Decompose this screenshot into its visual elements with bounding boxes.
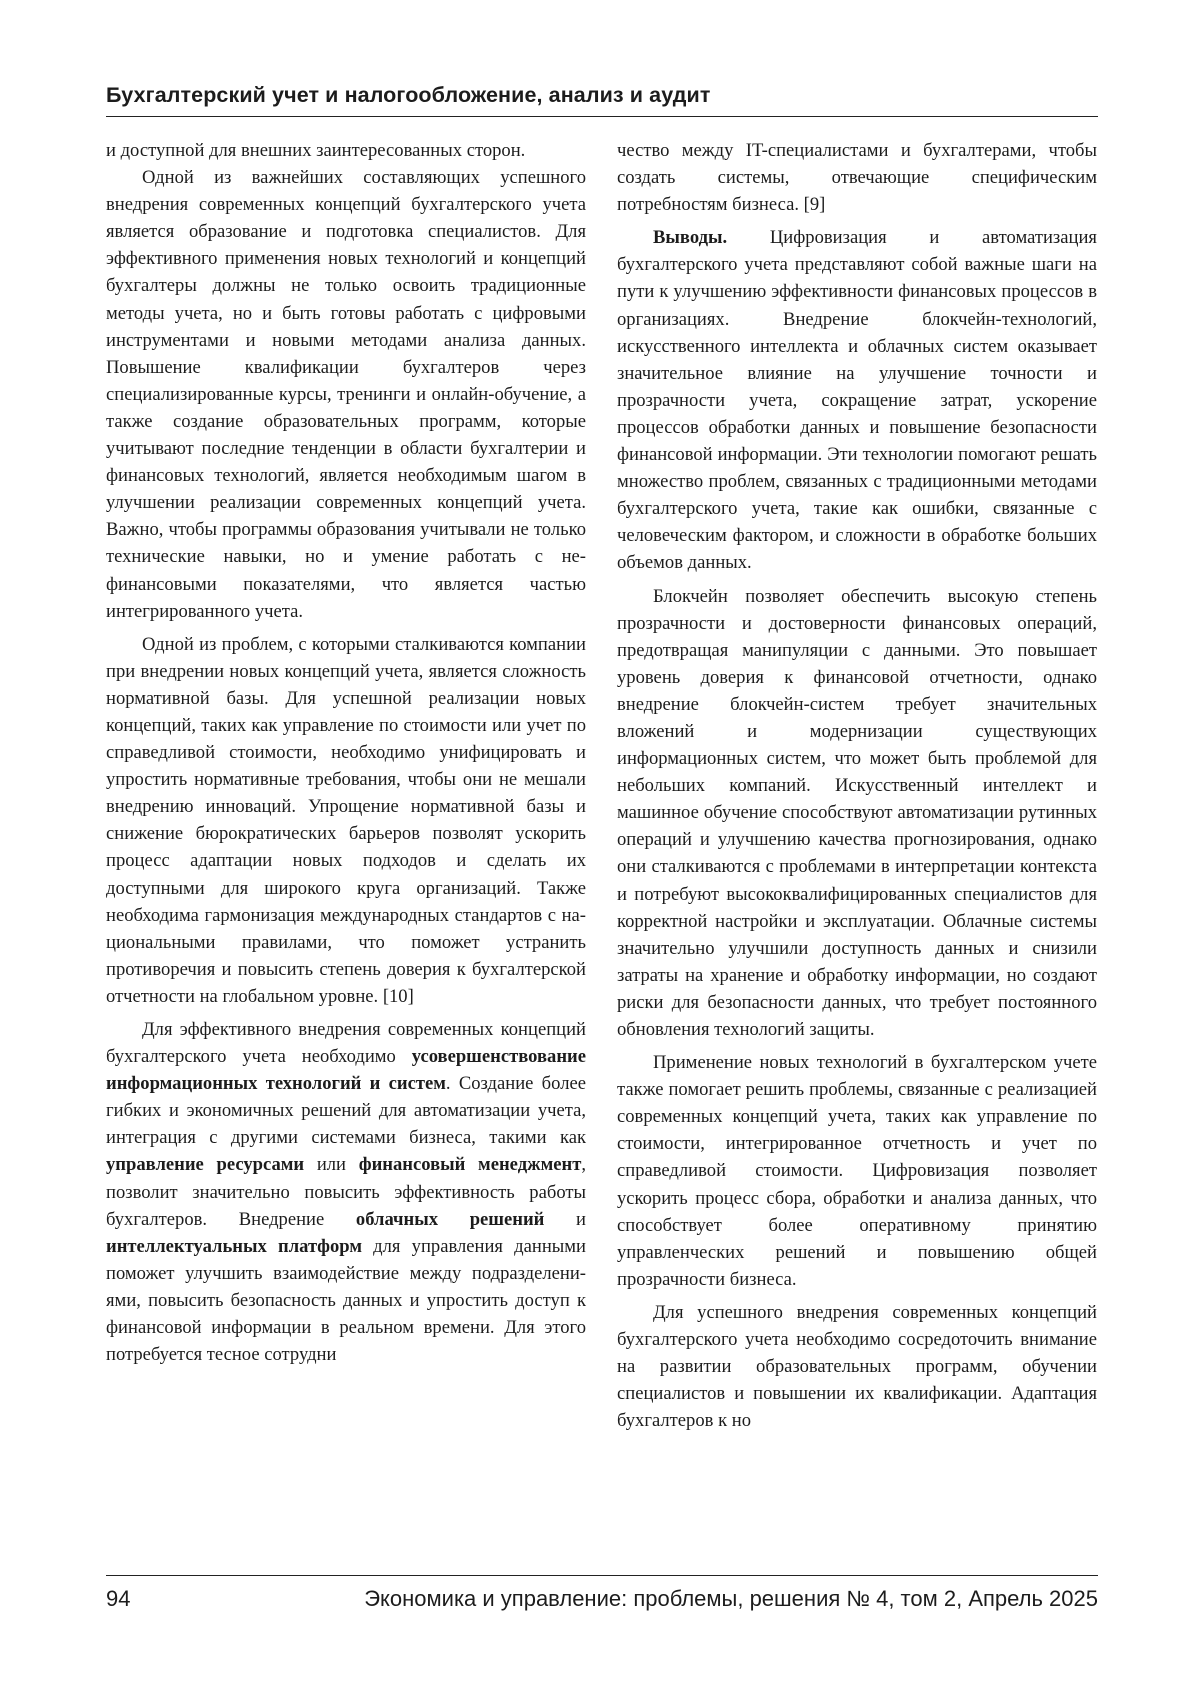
conclusions-heading: Выводы. — [653, 227, 728, 249]
right-column — [617, 137, 1097, 1434]
running-footer — [106, 1586, 1098, 1612]
p4-text-e: , позволит значительно повысить эффективность работы бухгалтеров. Внедрение — [106, 1154, 587, 1230]
right-paragraph-5: Для успешного внедрения современных концепций бухгалтерского учета необходимо сосредоточить внимание на развитии образовательных программ, обучении специалистов и повышении их квалификации. Адаптация бухгалтеров к но — [617, 1301, 1097, 1432]
footer-divider — [106, 1575, 1098, 1576]
left-paragraph-4 — [106, 1016, 586, 1368]
left-paragraph-2: Одной из важнейших составляющих успешного внедрения современных концепций бухгалтерского учета является образование и подготовка специалистов. Для эффективного применения новых технологий и концепций бухгалтеры должны не только освоить традиционные методы учета, но и быть готовы работать с цифровыми инструментами и новыми методами анализа данных. Повышение квалификации бухгалтеров через специализированные курсы, тренинги и онлайн-обучение, а также создание образовательных программ, которые учитывают последние тенденции в области бухгалтерии и финансовых технологий, является необходимым шагом в улучшении реализации современных концепций учета. Важно, чтобы программы образования учитывали не только технические навыки, но и умение работать с нефинансовыми показателями, что является частью интегрированного учета. — [106, 167, 586, 622]
p4-text-a: Для эффективного внедрения современных концепций бухгалтерского учета необходимо — [106, 1019, 586, 1068]
p4-bold-financial-management: финансовый менеджмент — [358, 1154, 582, 1176]
page-number: 94 — [106, 1586, 131, 1611]
journal-citation: Экономика и управление: проблемы, решения № 4, том 2, Апрель 2025 — [364, 1586, 1098, 1611]
left-paragraph-1: и доступной для внешних заинтересованных сторон. — [106, 140, 526, 161]
running-header: Бухгалтерский учет и налогообложение, анализ и аудит — [106, 83, 711, 107]
left-paragraph-3: Одной из проблем, с которыми сталкиваются компании при внедрении новых концепций учета, является сложность нормативной базы. Для успешной реализации новых концепций, таких как управление по стоимости или учет по справедливой стоимости, необходимо унифицировать и упростить нормативные требования, чтобы они не мешали внедрению инноваций. Упрощение нормативной базы и снижение бюрократических барьеров позволят ускорить процесс адаптации новых подходов и сделать их доступными для широкого круга организаций. Также необходима гармонизация международных стандартов с национальными правилами, что поможет устранить противоречия и повысить степень доверия к бухгалтерской отчетности на глобальном уровне. [10] — [106, 633, 586, 1007]
p4-bold-cloud-solutions: облачных решений — [355, 1208, 545, 1230]
left-column — [106, 137, 586, 1368]
right-paragraph-4: Применение новых технологий в бухгалтерском учете также помогает решить проблемы, связанные с реализацией современных концепций учета, таких как управление по стоимости, интегрированное отчетность и учет по справедливой стоимости. Цифровизация позволяет ускорить процесс сбора, обработки и анализа данных, что способствует более оперативному принятию управленческих решений и повышению общей прозрачности бизнеса. — [617, 1052, 1097, 1290]
p4-text-d: или — [304, 1154, 359, 1176]
header-divider — [106, 116, 1098, 117]
p4-bold-resource-management: управление ресурсами — [106, 1154, 305, 1176]
p4-text-f: и — [544, 1208, 586, 1230]
p4-bold-it-systems: усовершенствование информационных технологий и систем — [106, 1046, 586, 1095]
right-paragraph-conclusions — [617, 224, 1097, 576]
p4-bold-intelligent-platforms: интеллектуальных платформ — [106, 1235, 362, 1257]
conclusions-text: Цифровизация и автоматизация бухгалтерского учета представляют собой важные шаги на пути к улучшению эффективности финансовых процессов в организациях. Внедрение блокчейн-технологий, искусственного интеллекта и облачных систем оказывает значительное влияние на улучшение точности и прозрачности учета, сокращение затрат, ускорение процессов обработки данных и повышение безопасности финансовой информации. Эти технологии помогают решать множество проблем, связанных с традиционными методами бухгалтерского учета, такие как ошибки, связанные с человеческим фактором, и сложности в обработке больших объемов данных. — [617, 227, 1097, 574]
right-paragraph-3: Блокчейн позволяет обеспечить высокую степень прозрачности и достоверности финансовых операций, предотвращая манипуляции с данными. Это повышает уровень доверия к финансовой отчетности, однако внедрение блокчейн-систем требует значительных вложений и модернизации существующих информационных систем, что может быть проблемой для небольших компаний. Искусственный интеллект и машинное обучение способствуют автоматизации рутинных операций и улучшению качества прогнозирования, однако они сталкиваются с проблемами в интерпретации контекста и потребуют высококвалифицированных специалистов для корректной настройки и эксплуатации. Облачные системы значительно улучшили доступность данных и снизили затраты на хранение и обработку информации, но создают риски для безопасности данных, что требует постоянного обновления технологий защиты. — [617, 585, 1097, 1040]
p4-text-g: для управления данными поможет улучшить взаимодействие между подразделениями, повысить безопасность данных и упростить доступ к финансовой информации в реальном времени. Для этого потребуется тесное сотрудни — [106, 1235, 586, 1366]
right-paragraph-1: чество между IT-специалистами и бухгалтерами, чтобы создать системы, отвечающие специфическим потребностям бизнеса. [9] — [617, 140, 1097, 216]
p4-text-c: . Создание более гибких и экономичных решений для автоматизации учета, интеграция с другими системами бизнеса, такими как — [106, 1073, 586, 1149]
